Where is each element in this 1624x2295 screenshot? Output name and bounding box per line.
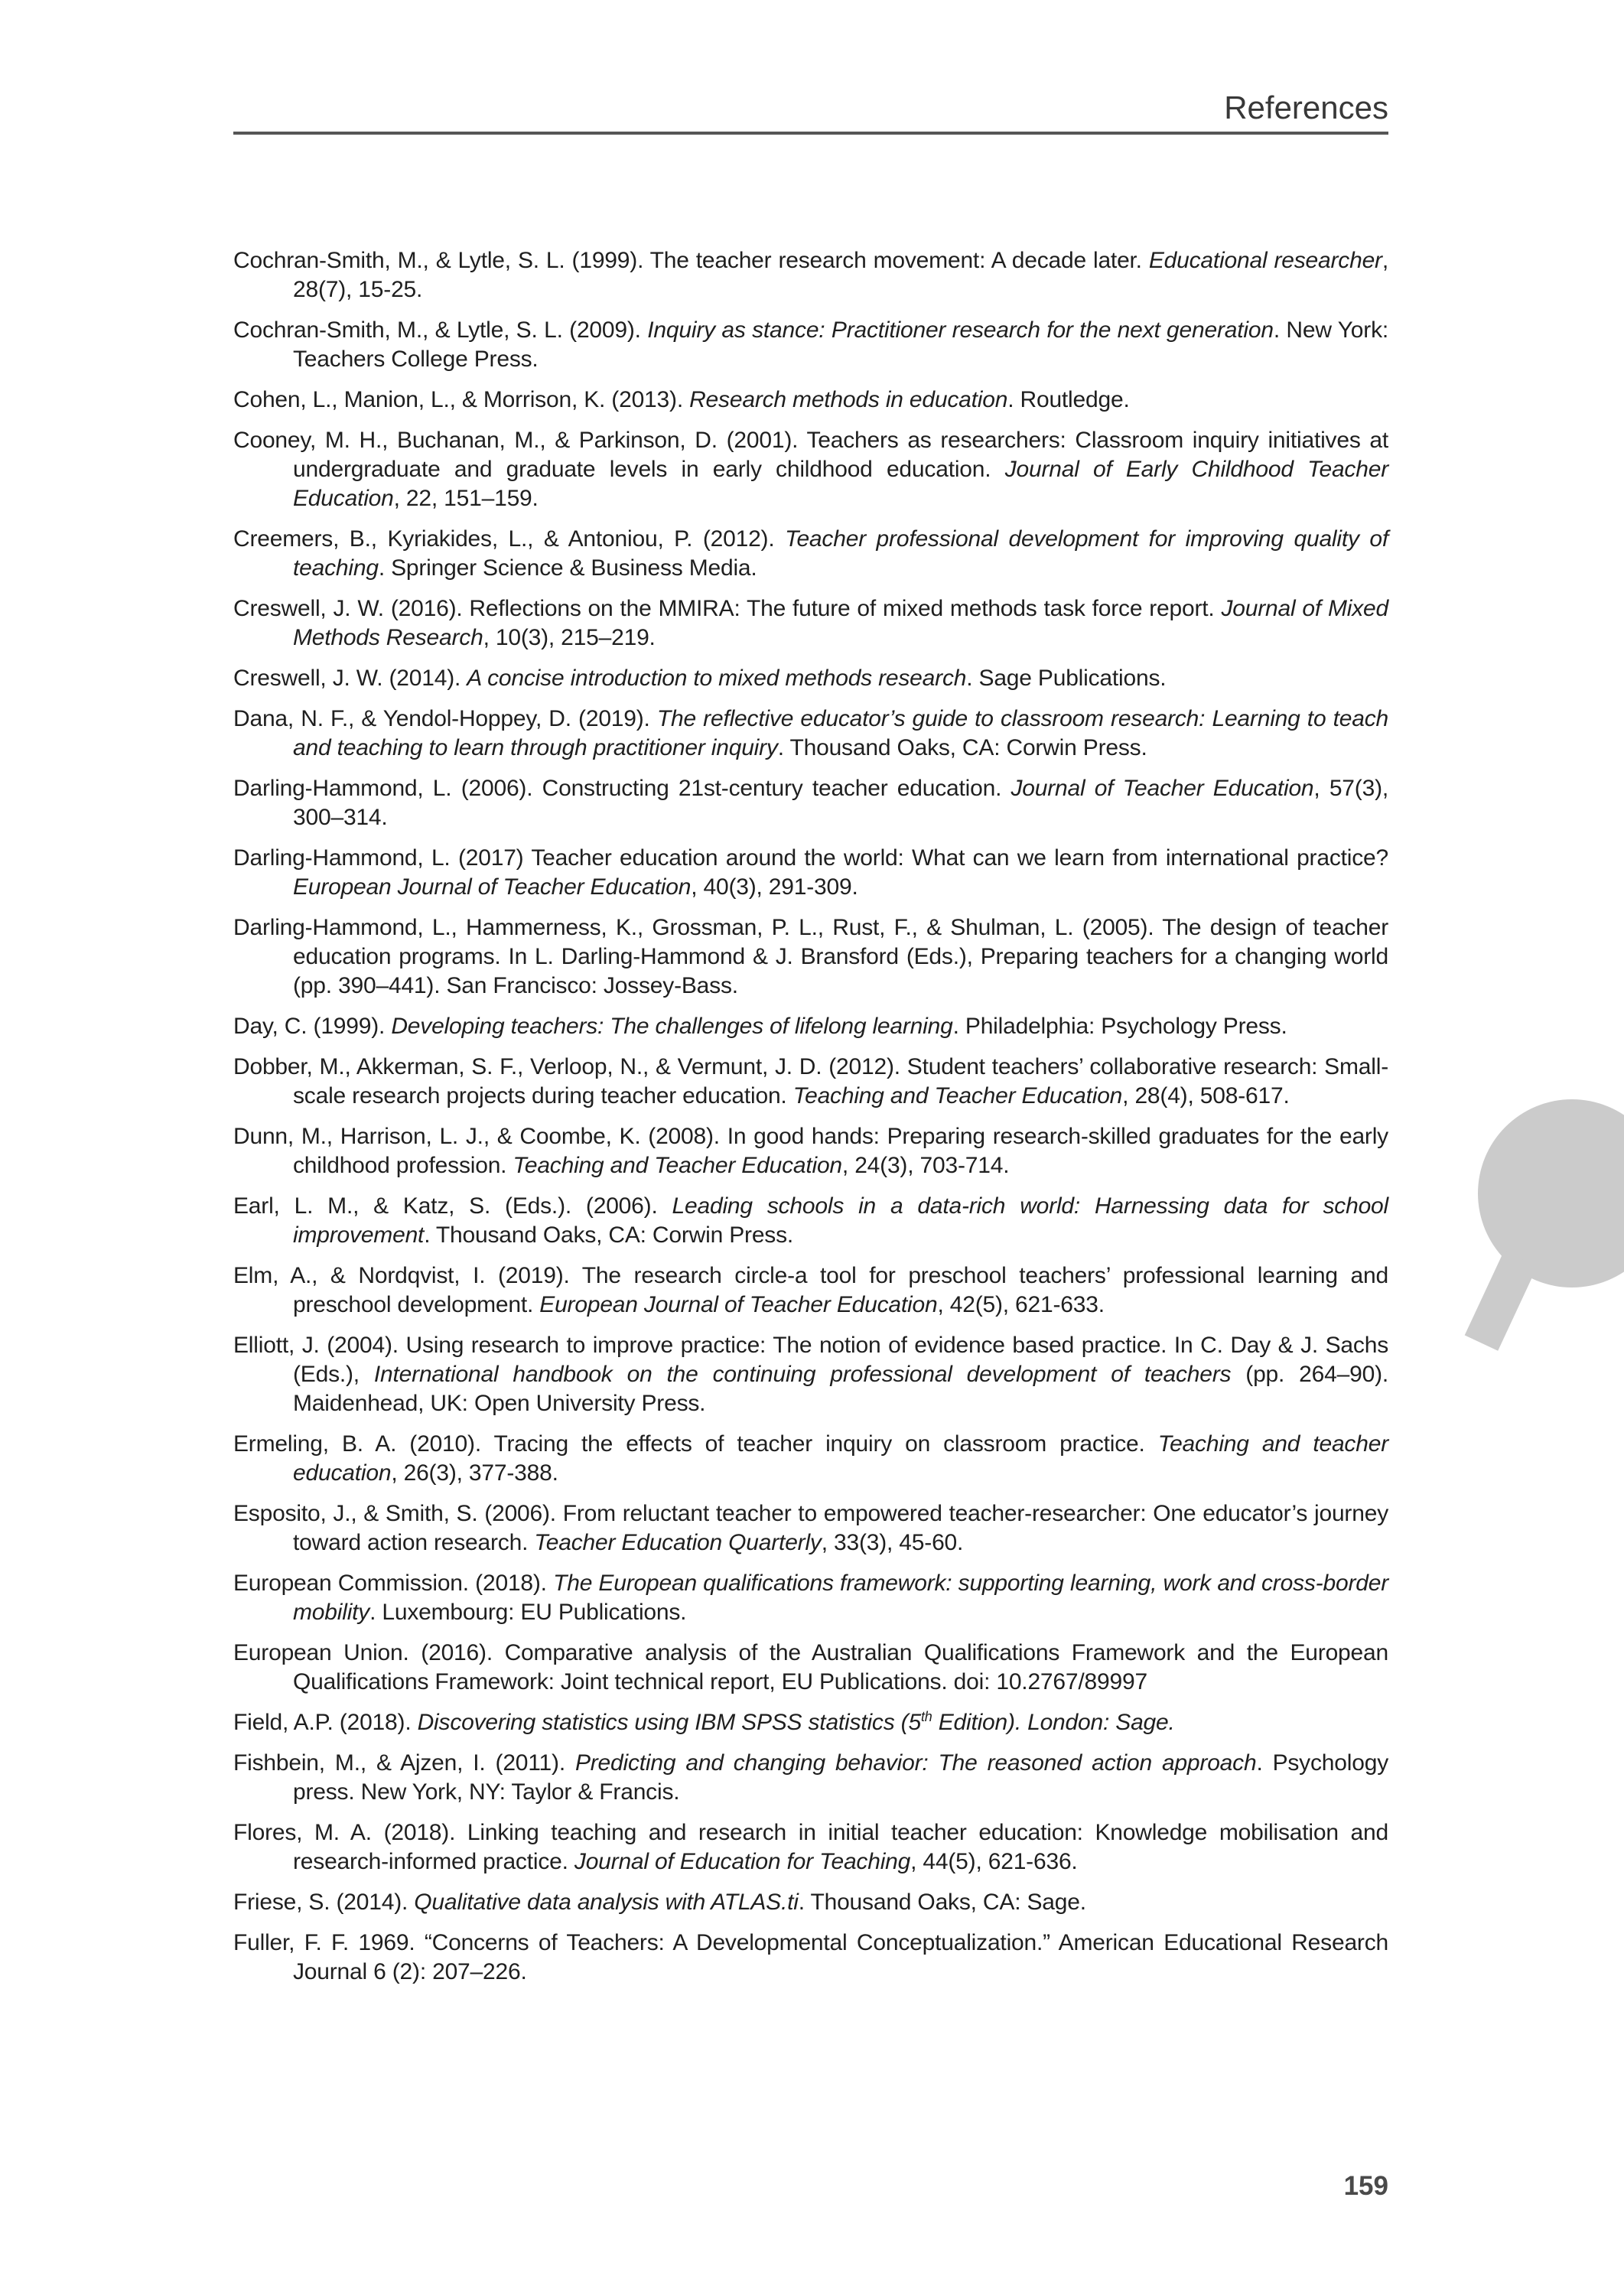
reference-entry: Flores, M. A. (2018). Linking teaching and research in initial teacher education: Knowledge mobilisation and research-informed practice. Journal of Education for Teaching, 44(5), 621-636. bbox=[233, 1820, 1388, 1874]
reference-entry: Friese, S. (2014). Qualitative data analysis with ATLAS.ti. Thousand Oaks, CA: Sage. bbox=[233, 1890, 1086, 1915]
reference-entry: European Commission. (2018). The European qualifications framework: supporting learning, work and cross-border mobility. Luxembourg: EU Publications. bbox=[233, 1571, 1388, 1625]
reference-entry: Cochran-Smith, M., & Lytle, S. L. (2009). Inquiry as stance: Practitioner research for the next generation. New York: Teachers College Press. bbox=[233, 317, 1389, 372]
reference-entry: Day, C. (1999). Developing teachers: The challenges of lifelong learning. Philadelphia: Psychology Press. bbox=[233, 1014, 1287, 1039]
reference-entry: Darling-Hammond, L. (2017) Teacher education around the world: What can we learn from international practice? European Journal of Teacher Education, 40(3), 291-309. bbox=[233, 845, 1388, 900]
reference-entry: Elm, A., & Nordqvist, I. (2019). The research circle-a tool for preschool teachers’ professional learning and preschool development. European Journal of Teacher Education, 42(5), 621-633. bbox=[233, 1263, 1388, 1317]
reference-entry: Field, A.P. (2018). Discovering statistics using IBM SPSS statistics (5th Edition). London: Sage. bbox=[233, 1709, 1175, 1735]
references-list bbox=[233, 246, 1388, 1987]
reference-entry: Dunn, M., Harrison, L. J., & Coombe, K. (2008). In good hands: Preparing research-skilled graduates for the early childhood profession. Teaching and Teacher Education, 24(3), 703-714. bbox=[233, 1124, 1388, 1178]
reference-entry: Dana, N. F., & Yendol-Hoppey, D. (2019). The reflective educator’s guide to classroom research: Learning to teach and teaching to learn through practitioner inquiry. Thousand Oaks, CA: Corwin Press. bbox=[233, 706, 1388, 760]
reference-entry: Esposito, J., & Smith, S. (2006). From reluctant teacher to empowered teacher-researcher: One educator’s journey toward action research. Teacher Education Quarterly, 33(3), 45-60. bbox=[233, 1501, 1388, 1555]
reference-entry: Cooney, M. H., Buchanan, M., & Parkinson, D. (2001). Teachers as researchers: Classroom inquiry initiatives at undergraduate and graduate levels in early childhood education. Journal of Early Childhood Teacher Education, 22, 151–159. bbox=[233, 428, 1388, 511]
reference-entry: Fuller, F. F. 1969. “Concerns of Teachers: A Developmental Conceptualization.” American Educational Research Journal 6 (2): 207–226. bbox=[233, 1930, 1388, 1984]
reference-entry: Creemers, B., Kyriakides, L., & Antoniou, P. (2012). Teacher professional development for improving quality of teaching. Springer Science & Business Media. bbox=[233, 526, 1388, 581]
page-number: 159 bbox=[1343, 2171, 1388, 2201]
reference-entry: Darling-Hammond, L., Hammerness, K., Grossman, P. L., Rust, F., & Shulman, L. (2005). The design of teacher education programs. In L. Darling-Hammond & J. Bransford (Eds.), Preparing teachers for a changing world (pp. 390–441). San Francisco: Jossey-Bass. bbox=[233, 915, 1388, 998]
reference-entry: Dobber, M., Akkerman, S. F., Verloop, N., & Vermunt, J. D. (2012). Student teachers’ collaborative research: Small-scale research projects during teacher education. Teaching and Teacher Education, 28(4), 508-617. bbox=[233, 1054, 1388, 1108]
header-rule bbox=[233, 132, 1388, 135]
reference-entry: Creswell, J. W. (2016). Reflections on the MMIRA: The future of mixed methods task force report. Journal of Mixed Methods Research, 10(3), 215–219. bbox=[233, 596, 1388, 650]
reference-entry: Cochran-Smith, M., & Lytle, S. L. (1999). The teacher research movement: A decade later. Educational researcher, 28(7), 15-25. bbox=[233, 248, 1388, 302]
reference-entry: European Union. (2016). Comparative analysis of the Australian Qualifications Framework and the European Qualifications Framework: Joint technical report, EU Publications. doi: 10.2767/89997 bbox=[233, 1640, 1388, 1694]
magnifier-handle-icon bbox=[1465, 1251, 1538, 1351]
page-title: References bbox=[1224, 90, 1388, 125]
reference-entry: Earl, L. M., & Katz, S. (Eds.). (2006). Leading schools in a data-rich world: Harnessing data for school improvement. Thousand Oaks, CA: Corwin Press. bbox=[233, 1193, 1388, 1248]
reference-entry: Ermeling, B. A. (2010). Tracing the effects of teacher inquiry on classroom practice. Teaching and teacher education, 26(3), 377-388. bbox=[233, 1431, 1388, 1486]
reference-entry: Darling-Hammond, L. (2006). Constructing 21st-century teacher education. Journal of Teacher Education, 57(3), 300–314. bbox=[233, 776, 1388, 830]
reference-entry: Elliott, J. (2004). Using research to improve practice: The notion of evidence based practice. In C. Day & J. Sachs (Eds.), International handbook on the continuing professional development of teachers (pp. 264–90). Maidenhead, UK: Open University Press. bbox=[233, 1333, 1388, 1416]
reference-entry: Cohen, L., Manion, L., & Morrison, K. (2013). Research methods in education. Routledge. bbox=[233, 387, 1130, 412]
reference-entry: Creswell, J. W. (2014). A concise introduction to mixed methods research. Sage Publications. bbox=[233, 666, 1167, 691]
magnifier-decoration bbox=[1478, 1099, 1624, 1352]
reference-entry: Fishbein, M., & Ajzen, I. (2011). Predicting and changing behavior: The reasoned action approach. Psychology press. New York, NY: Taylor & Francis. bbox=[233, 1750, 1388, 1805]
